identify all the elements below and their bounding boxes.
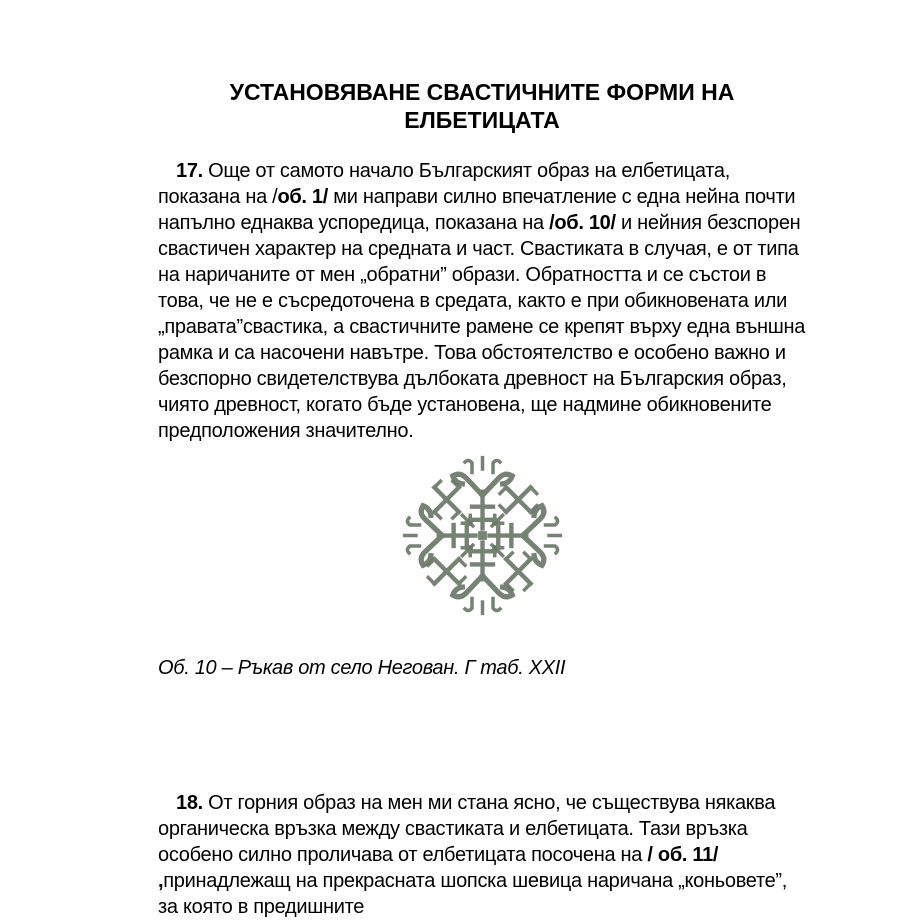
- figure-caption: Об. 10 – Ръкав от село Негован. Г таб. XXII: [158, 657, 566, 679]
- figure-ob-10: [158, 448, 806, 628]
- paragraph-18-text: От горния образ на мен ми стана ясно, че съществува някаква органическа връзка между свастиката и елбетицата. Тази връзка особено силно проличава от елбетицата посочена на: [158, 792, 776, 866]
- text-column: [158, 78, 806, 920]
- paragraph-18-text: принадлежащ на прекрасната шопска шевица наричана „коньовете”, за която в предишните: [158, 870, 788, 918]
- paragraph-18: [158, 790, 806, 920]
- page-title: УСТАНОВЯВАНЕ СВАСТИЧНИТЕ ФОРМИ НА ЕЛБЕТИЦАТА: [229, 79, 735, 133]
- paragraph-17-text: ми направи силно впечатление с една нейна почти напълно еднаква успоредица, показана на: [158, 186, 796, 234]
- figure-ref-ob-10: /об. 10/: [549, 212, 616, 234]
- paragraph-18-number: 18.: [176, 792, 203, 814]
- paragraph-17-number: 17.: [176, 160, 203, 182]
- paragraph-17-text: Още от самото начало Българският образ на елбетицата, показана на /: [158, 160, 730, 208]
- figure-ref-ob-1: об. 1/: [277, 186, 329, 208]
- paragraph-17: [158, 158, 806, 444]
- paragraph-17-text: и нейния безспорен свастичен характер на средната и част. Свастиката в случая, е от типа на наричаните от мен „обратни” образи. Обратността и се състои в това, че не е съсредоточена в средата, както е при обикновената или „правата”свастика, а свастичните рамене се крепят върху една външна рамка и са насочени навътре. Това обстоятелство е особено важно и безспорно свидетелствува дълбоката древност на Българския образ, чиято древност, когато бъде установена, ще надмине обикновените предположения значително.: [158, 212, 806, 442]
- figure-ref-ob-11: / об. 11/ ,: [158, 844, 719, 892]
- embroidery-rosette-image: [395, 448, 570, 623]
